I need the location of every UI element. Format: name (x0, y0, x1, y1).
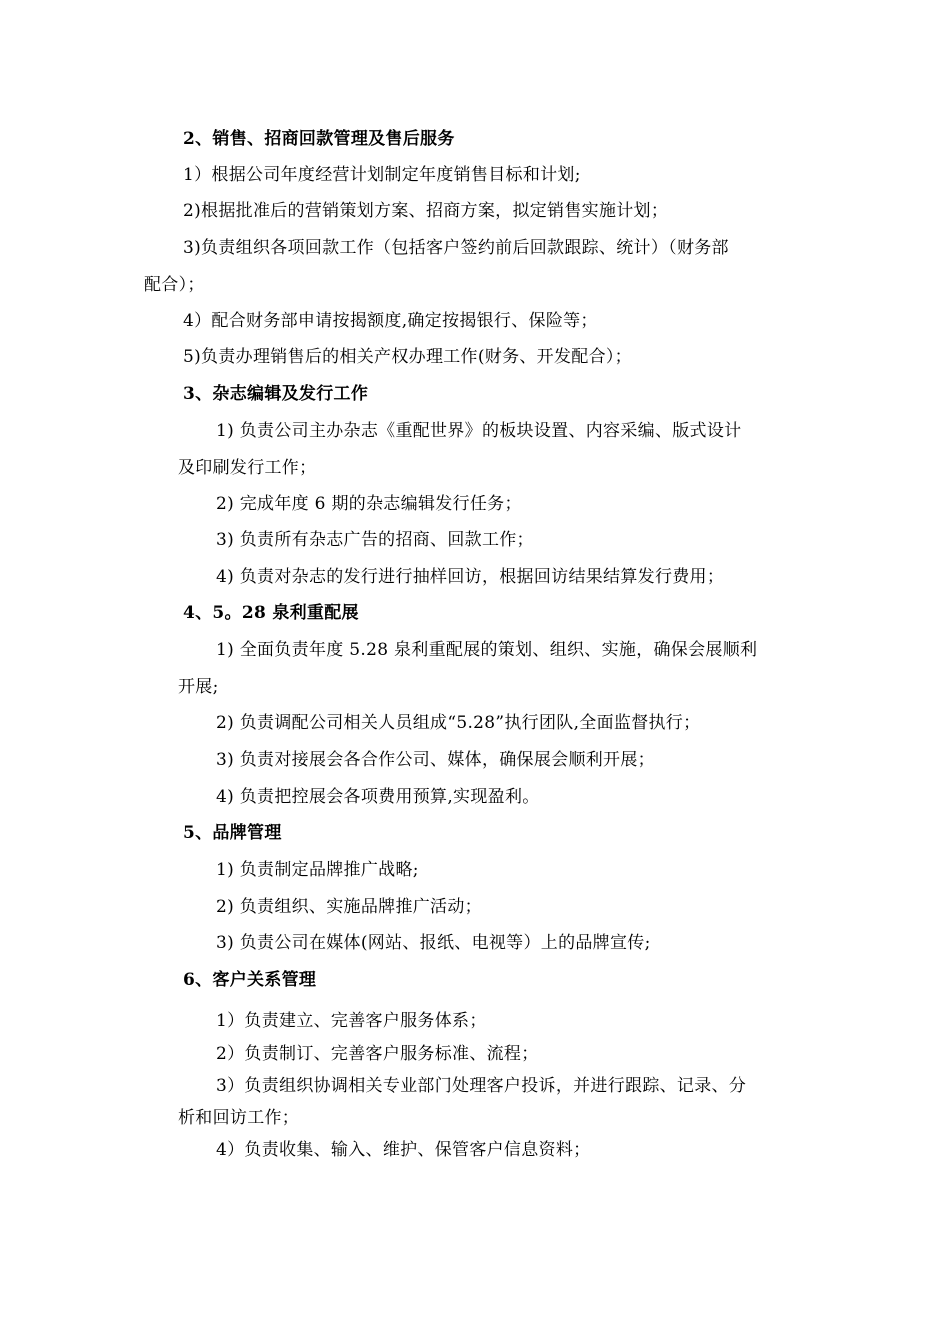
sales-item-2: 2)根据批准后的营销策划方案、招商方案，拟定销售实施计划； (183, 201, 669, 221)
crm-item-3-continued: 析和回访工作； (178, 1108, 300, 1128)
expo-item-1-continued: 开展; (178, 677, 219, 697)
crm-item-4: 4）负责收集、输入、维护、保管客户信息资料； (216, 1140, 591, 1160)
section-heading-crm: 6、客户关系管理 (183, 970, 317, 990)
magazine-item-3: 3) 负责所有杂志广告的招商、回款工作； (216, 530, 534, 550)
crm-item-2: 2）负责制订、完善客户服务标准、流程； (216, 1044, 539, 1064)
sales-item-3: 3)负责组织各项回款工作（包括客户签约前后回款跟踪、统计）（财务部 (183, 238, 729, 258)
sales-item-4: 4）配合财务部申请按揭额度,确定按揭银行、保险等； (183, 311, 598, 331)
sales-item-5: 5)负责办理销售后的相关产权办理工作(财务、开发配合）； (183, 347, 632, 367)
brand-item-2: 2) 负责组织、实施品牌推广活动； (216, 897, 482, 917)
expo-item-3: 3) 负责对接展会各合作公司、媒体，确保展会顺利开展； (216, 750, 655, 770)
magazine-item-4: 4) 负责对杂志的发行进行抽样回访，根据回访结果结算发行费用； (216, 567, 725, 587)
section-heading-magazine: 3、杂志编辑及发行工作 (183, 384, 369, 404)
sales-item-3-continued: 配合）； (144, 275, 205, 295)
section-heading-brand: 5、品牌管理 (183, 823, 282, 843)
section-heading-expo: 4、5。28 泉利重配展 (183, 603, 359, 623)
crm-item-1: 1）负责建立、完善客户服务体系； (216, 1011, 487, 1031)
sales-item-1: 1）根据公司年度经营计划制定年度销售目标和计划; (183, 165, 581, 185)
brand-item-3: 3) 负责公司在媒体(网站、报纸、电视等）上的品牌宣传; (216, 933, 651, 953)
expo-item-4: 4) 负责把控展会各项费用预算,实现盈利。 (216, 787, 540, 807)
magazine-item-2: 2) 完成年度 6 期的杂志编辑发行任务； (216, 494, 522, 514)
crm-item-3: 3）负责组织协调相关专业部门处理客户投诉，并进行跟踪、记录、分 (216, 1076, 747, 1096)
expo-item-2: 2) 负责调配公司相关人员组成“5.28”执行团队,全面监督执行； (216, 713, 701, 733)
magazine-item-1-continued: 及印刷发行工作； (178, 458, 317, 478)
magazine-item-1: 1) 负责公司主办杂志《重配世界》的板块设置、内容采编、版式设计 (216, 421, 742, 441)
expo-item-1: 1) 全面负责年度 5.28 泉利重配展的策划、组织、实施，确保会展顺利 (216, 640, 758, 660)
section-heading-sales: 2、销售、招商回款管理及售后服务 (183, 129, 455, 149)
brand-item-1: 1) 负责制定品牌推广战略; (216, 860, 419, 880)
